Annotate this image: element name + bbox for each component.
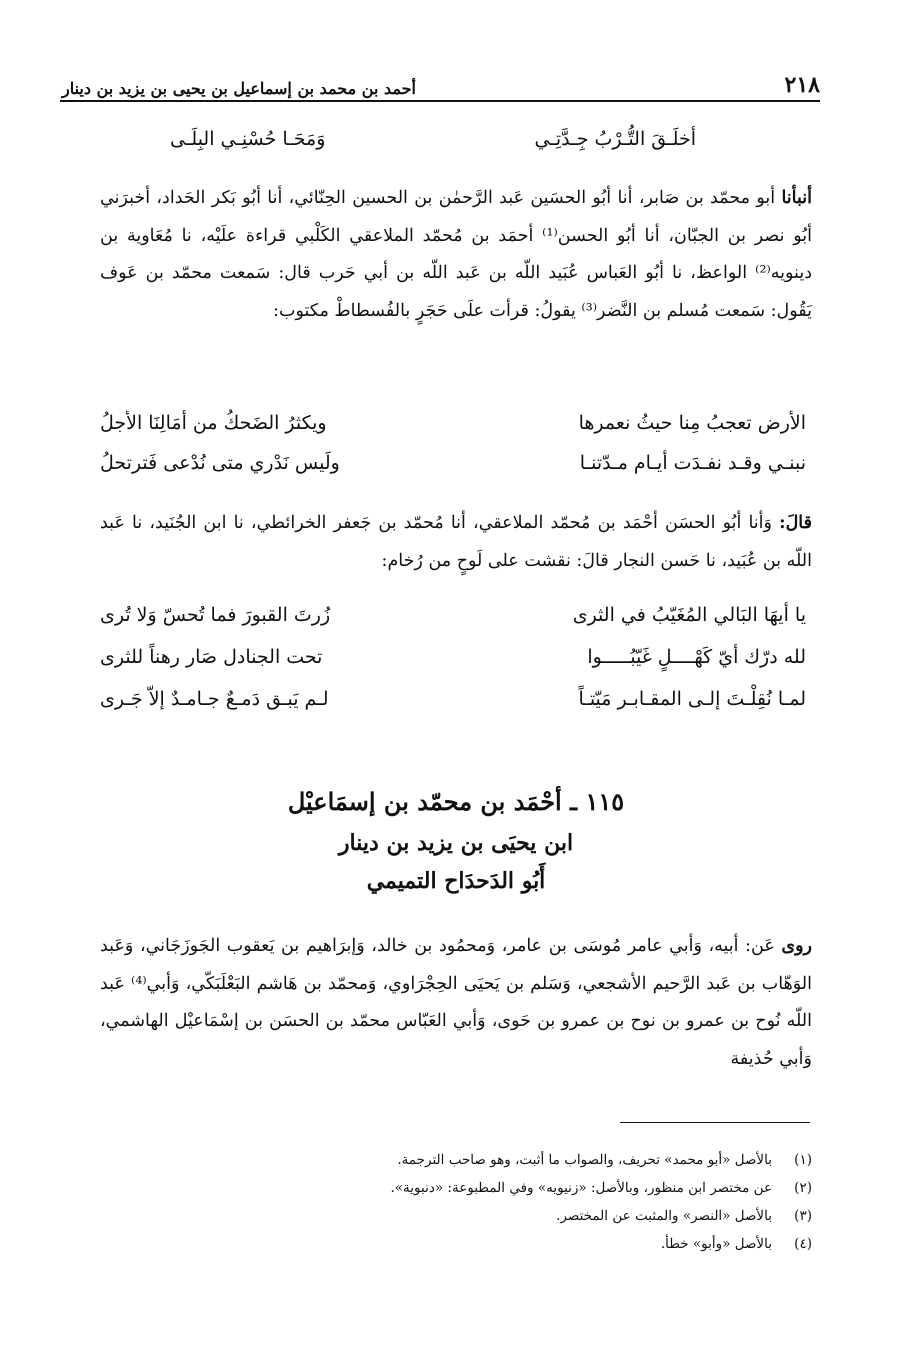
page-number: ٢١٨ bbox=[784, 72, 820, 98]
verse-hemistich: وَمَحَـا حُسْنِـي البِلَـى bbox=[170, 128, 326, 150]
verse-hemistich: لمـا نُقِلْـتَ إلـى المقـابـر مَيّتـاً bbox=[578, 688, 806, 710]
verse-hemistich: يا أيهَا البَالي المُغَيّبُ في الثرى bbox=[572, 604, 806, 626]
footnote-mark: (٤) bbox=[794, 1236, 812, 1252]
footnote-text: عن مختصر ابن منظور، وبالأصل: «زنيويه» وفي المطبوعة: «دنبوية». bbox=[390, 1180, 772, 1196]
entry-kunya: أَبُو الدَحدَاح التميمي bbox=[366, 868, 546, 894]
verse-hemistich: تحت الجنادل صَار رهناً للثرى bbox=[100, 646, 323, 668]
verse-hemistich: لله درّك أيّ كَهْــــلٍ غَيّبُـــــوا bbox=[587, 646, 806, 668]
verse-hemistich: زُرتَ القبورَ فما تُحسّ وَلا تُرى bbox=[100, 604, 331, 626]
footnote-text: بالأصل «النصر» والمثبت عن المختصر. bbox=[556, 1208, 772, 1224]
paragraph-narrators bbox=[100, 928, 812, 1078]
entry-title: ١١٥ ـ أحْمَد بن محمّد بن إسمَاعيْل bbox=[287, 787, 625, 816]
entry-heading bbox=[100, 780, 812, 900]
footnote-mark: (٣) bbox=[794, 1208, 812, 1224]
verse-hemistich: نبنـي وقـد نفـدَت أيـام مـدّتنـا bbox=[579, 452, 806, 474]
footnote bbox=[100, 1230, 812, 1258]
verse-hemistich: أخلَـقَ التُّـرْبُ جِـدَّتِـي bbox=[534, 128, 696, 150]
paragraph-text: أبو محمّد بن صَابر، أنا أبُو الحسَين عَبد الرَّحمٰن بن الحسين الحِنّائي، أنا أبُو بَكر الحَداد، أخبرَني أبُو نصر بن الجبّان، أنا أبُو الحسن⁽¹⁾ أحمَد بن مُحمّد الملاعقي الكَلْبي قراءة علَيْه، نا مُعَاوية بن دينويه⁽²⁾ الواعظ، نا أبُو العَباس عُبَيد اللّه بن عَبد اللّه بن أبي حَرب قال: سَمعت محمّد بن عَوف يَقُول: سَمعت مُسلم بن النَّضر⁽³⁾ يقولُ: قرأت علَى حَجَرٍ بالفُسطاطْ مكتوب: bbox=[100, 188, 812, 321]
poem-line bbox=[100, 604, 806, 626]
footnote bbox=[100, 1174, 812, 1202]
header-rule bbox=[60, 100, 820, 102]
poem-line bbox=[100, 452, 806, 474]
footnote bbox=[100, 1202, 812, 1230]
poem-line bbox=[100, 412, 806, 434]
verse-hemistich: لـم يَبـق دَمـعٌ جـامـدٌ إلاّ جَـرى bbox=[100, 688, 329, 710]
paragraph-text: وَأنا أبُو الحسَن أحْمَد بن مُحمّد الملاعقي، أنا مُحمّد بن جَعفر الخرائطي، نا ابن الجُنَيد، نا عَبد اللّه بن عُبَيد، نا حَسن النجار قالَ: نقشت على لَوحٍ من رُخام: bbox=[100, 513, 812, 571]
footnote-rule bbox=[620, 1122, 810, 1123]
opening-verse bbox=[170, 128, 696, 150]
poem-line bbox=[100, 688, 806, 710]
running-header bbox=[62, 66, 820, 98]
footnote-text: بالأصل «وأبو» خطأ. bbox=[660, 1236, 772, 1252]
entry-subtitle: ابن يحيَى بن يزيد بن دينار bbox=[338, 830, 574, 856]
verse-hemistich: ولَيس نَدْري متى نُدْعى فَترتحلُ bbox=[100, 452, 340, 474]
paragraph-text: عَن: أبيه، وَأبي عامر مُوسَى بن عامر، وَمحمُود بن خالد، وَإبرَاهيم بن يَعقوب الجَوزَجَاني، وَعَبد الوَهّاب بن عَبد الرَّحيم الأشجعي، وَسَلم بن يَحيَى الحِجْرَاوي، وَمحمّد بن هَاشم البَعْلَبَكّي، وَأبي⁽⁴⁾ عَبد اللّه نُوح بن عمرو بن نوح بن عمرو بن حَوى، وَأبي العَبّاس محمّد بن الحسَن بن إسْمَاعيْل الهاشمي، وَأبي حُذيفة bbox=[100, 936, 812, 1069]
verse-hemistich: الأرض تعجبُ مِنا حيثُ نعمرها bbox=[578, 412, 806, 434]
footnotes bbox=[100, 1146, 812, 1258]
paragraph-lead-word: قالَ: bbox=[779, 513, 812, 533]
verse-hemistich: ويكثرُ الضَحكُ من أمَالِنَا الأجلُ bbox=[100, 412, 327, 434]
paragraph-lead-word: أنبأنا bbox=[781, 188, 812, 208]
footnote bbox=[100, 1146, 812, 1174]
paragraph-isnad-2 bbox=[100, 505, 812, 580]
paragraph-isnad-1 bbox=[100, 180, 812, 330]
poem-line bbox=[100, 646, 806, 668]
paragraph-lead-word: روى bbox=[781, 936, 812, 956]
footnote-mark: (٢) bbox=[794, 1180, 812, 1196]
header-title: أحمد بن محمد بن إسماعيل بن يحيى بن يزيد بن دينار bbox=[62, 79, 416, 98]
footnote-mark: (١) bbox=[794, 1152, 812, 1168]
footnote-text: بالأصل «أبو محمد» تحريف، والصواب ما أثبت، وهو صاحب الترجمة. bbox=[397, 1152, 772, 1168]
